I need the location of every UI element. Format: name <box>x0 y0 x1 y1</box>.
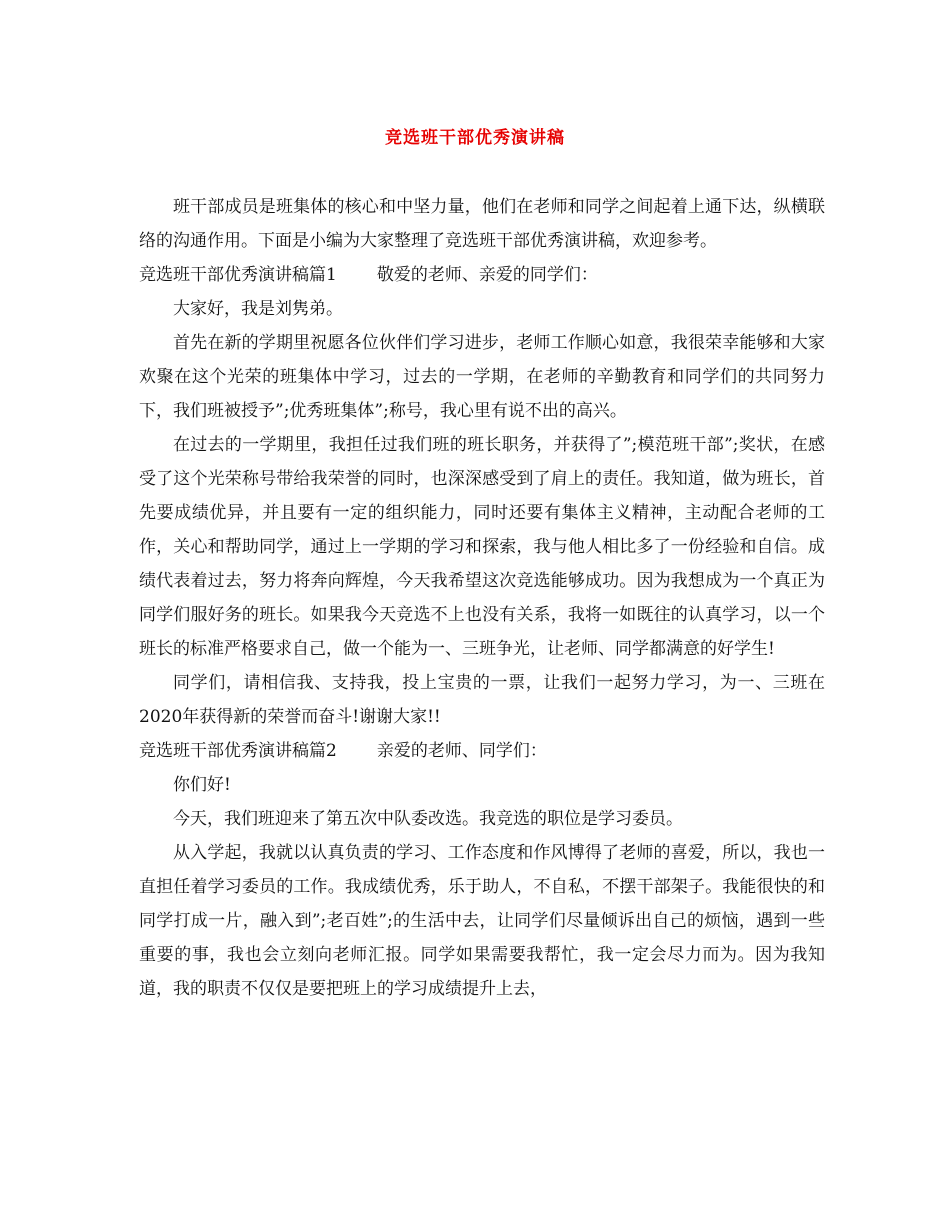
section-label: 竞选班干部优秀演讲稿篇2 <box>139 741 337 761</box>
section-label: 竞选班干部优秀演讲稿篇1 <box>139 265 337 285</box>
paragraph: 在过去的一学期里，我担任过我们班的班长职务，并获得了”;模范班干部”;奖状，在感受了这个光荣称号带给我荣誉的同时，也深深感受到了肩上的责任。我知道，做为班长，首先要成绩优异，并且要有一定的组织能力，同时还要有集体主义精神，主动配合老师的工作，关心和帮助同学，通过上一学期的学习和探索，我与他人相比多了一份经验和自信。成绩代表着过去，努力将奔向辉煌，今天我希望这次竞选能够成功。因为我想成为一个真正为同学们服好务的班长。如果我今天竞选不上也没有关系，我将一如既往的认真学习，以一个班长的标准严格要求自己，做一个能为一、三班争光，让老师、同学都满意的好学生! <box>139 435 825 659</box>
document-title: 竞选班干部优秀演讲稿 <box>385 128 565 148</box>
section-heading-1 <box>139 258 825 292</box>
paragraph-intro: 班干部成员是班集体的核心和中坚力量，他们在老师和同学之间起着上通下达，纵横联络的沟通作用。下面是小编为大家整理了竞选班干部优秀演讲稿，欢迎参考。 <box>139 197 825 251</box>
section-heading-2 <box>139 734 825 768</box>
paragraph: 首先在新的学期里祝愿各位伙伴们学习进步，老师工作顺心如意，我很荣幸能够和大家欢聚在这个光荣的班集体中学习，过去的一学期，在老师的辛勤教育和同学们的共同努力下，我们班被授予”;优秀班集体”;称号，我心里有说不出的高兴。 <box>139 333 825 421</box>
paragraph: 大家好，我是刘隽弟。 <box>173 299 343 319</box>
paragraph: 从入学起，我就以认真负责的学习、工作态度和作风博得了老师的喜爱，所以，我也一直担任着学习委员的工作。我成绩优秀，乐于助人，不自私，不摆干部架子。我能很快的和同学打成一片，融入到”;老百姓”;的生活中去，让同学们尽量倾诉出自己的烦恼，遇到一些重要的事，我也会立刻向老师汇报。同学如果需要我帮忙，我一定会尽力而为。因为我知道，我的职责不仅仅是要把班上的学习成绩提升上去， <box>139 843 825 999</box>
paragraph: 今天，我们班迎来了第五次中队委改选。我竞选的职位是学习委员。 <box>173 809 683 829</box>
paragraph: 同学们，请相信我、支持我，投上宝贵的一票，让我们一起努力学习，为一、三班在2020年获得新的荣誉而奋斗!谢谢大家!! <box>139 673 825 727</box>
salutation: 亲爱的老师、同学们： <box>376 741 547 761</box>
paragraph: 你们好! <box>173 775 231 795</box>
document-body <box>139 190 825 1006</box>
salutation: 敬爱的老师、亲爱的同学们： <box>376 265 598 285</box>
